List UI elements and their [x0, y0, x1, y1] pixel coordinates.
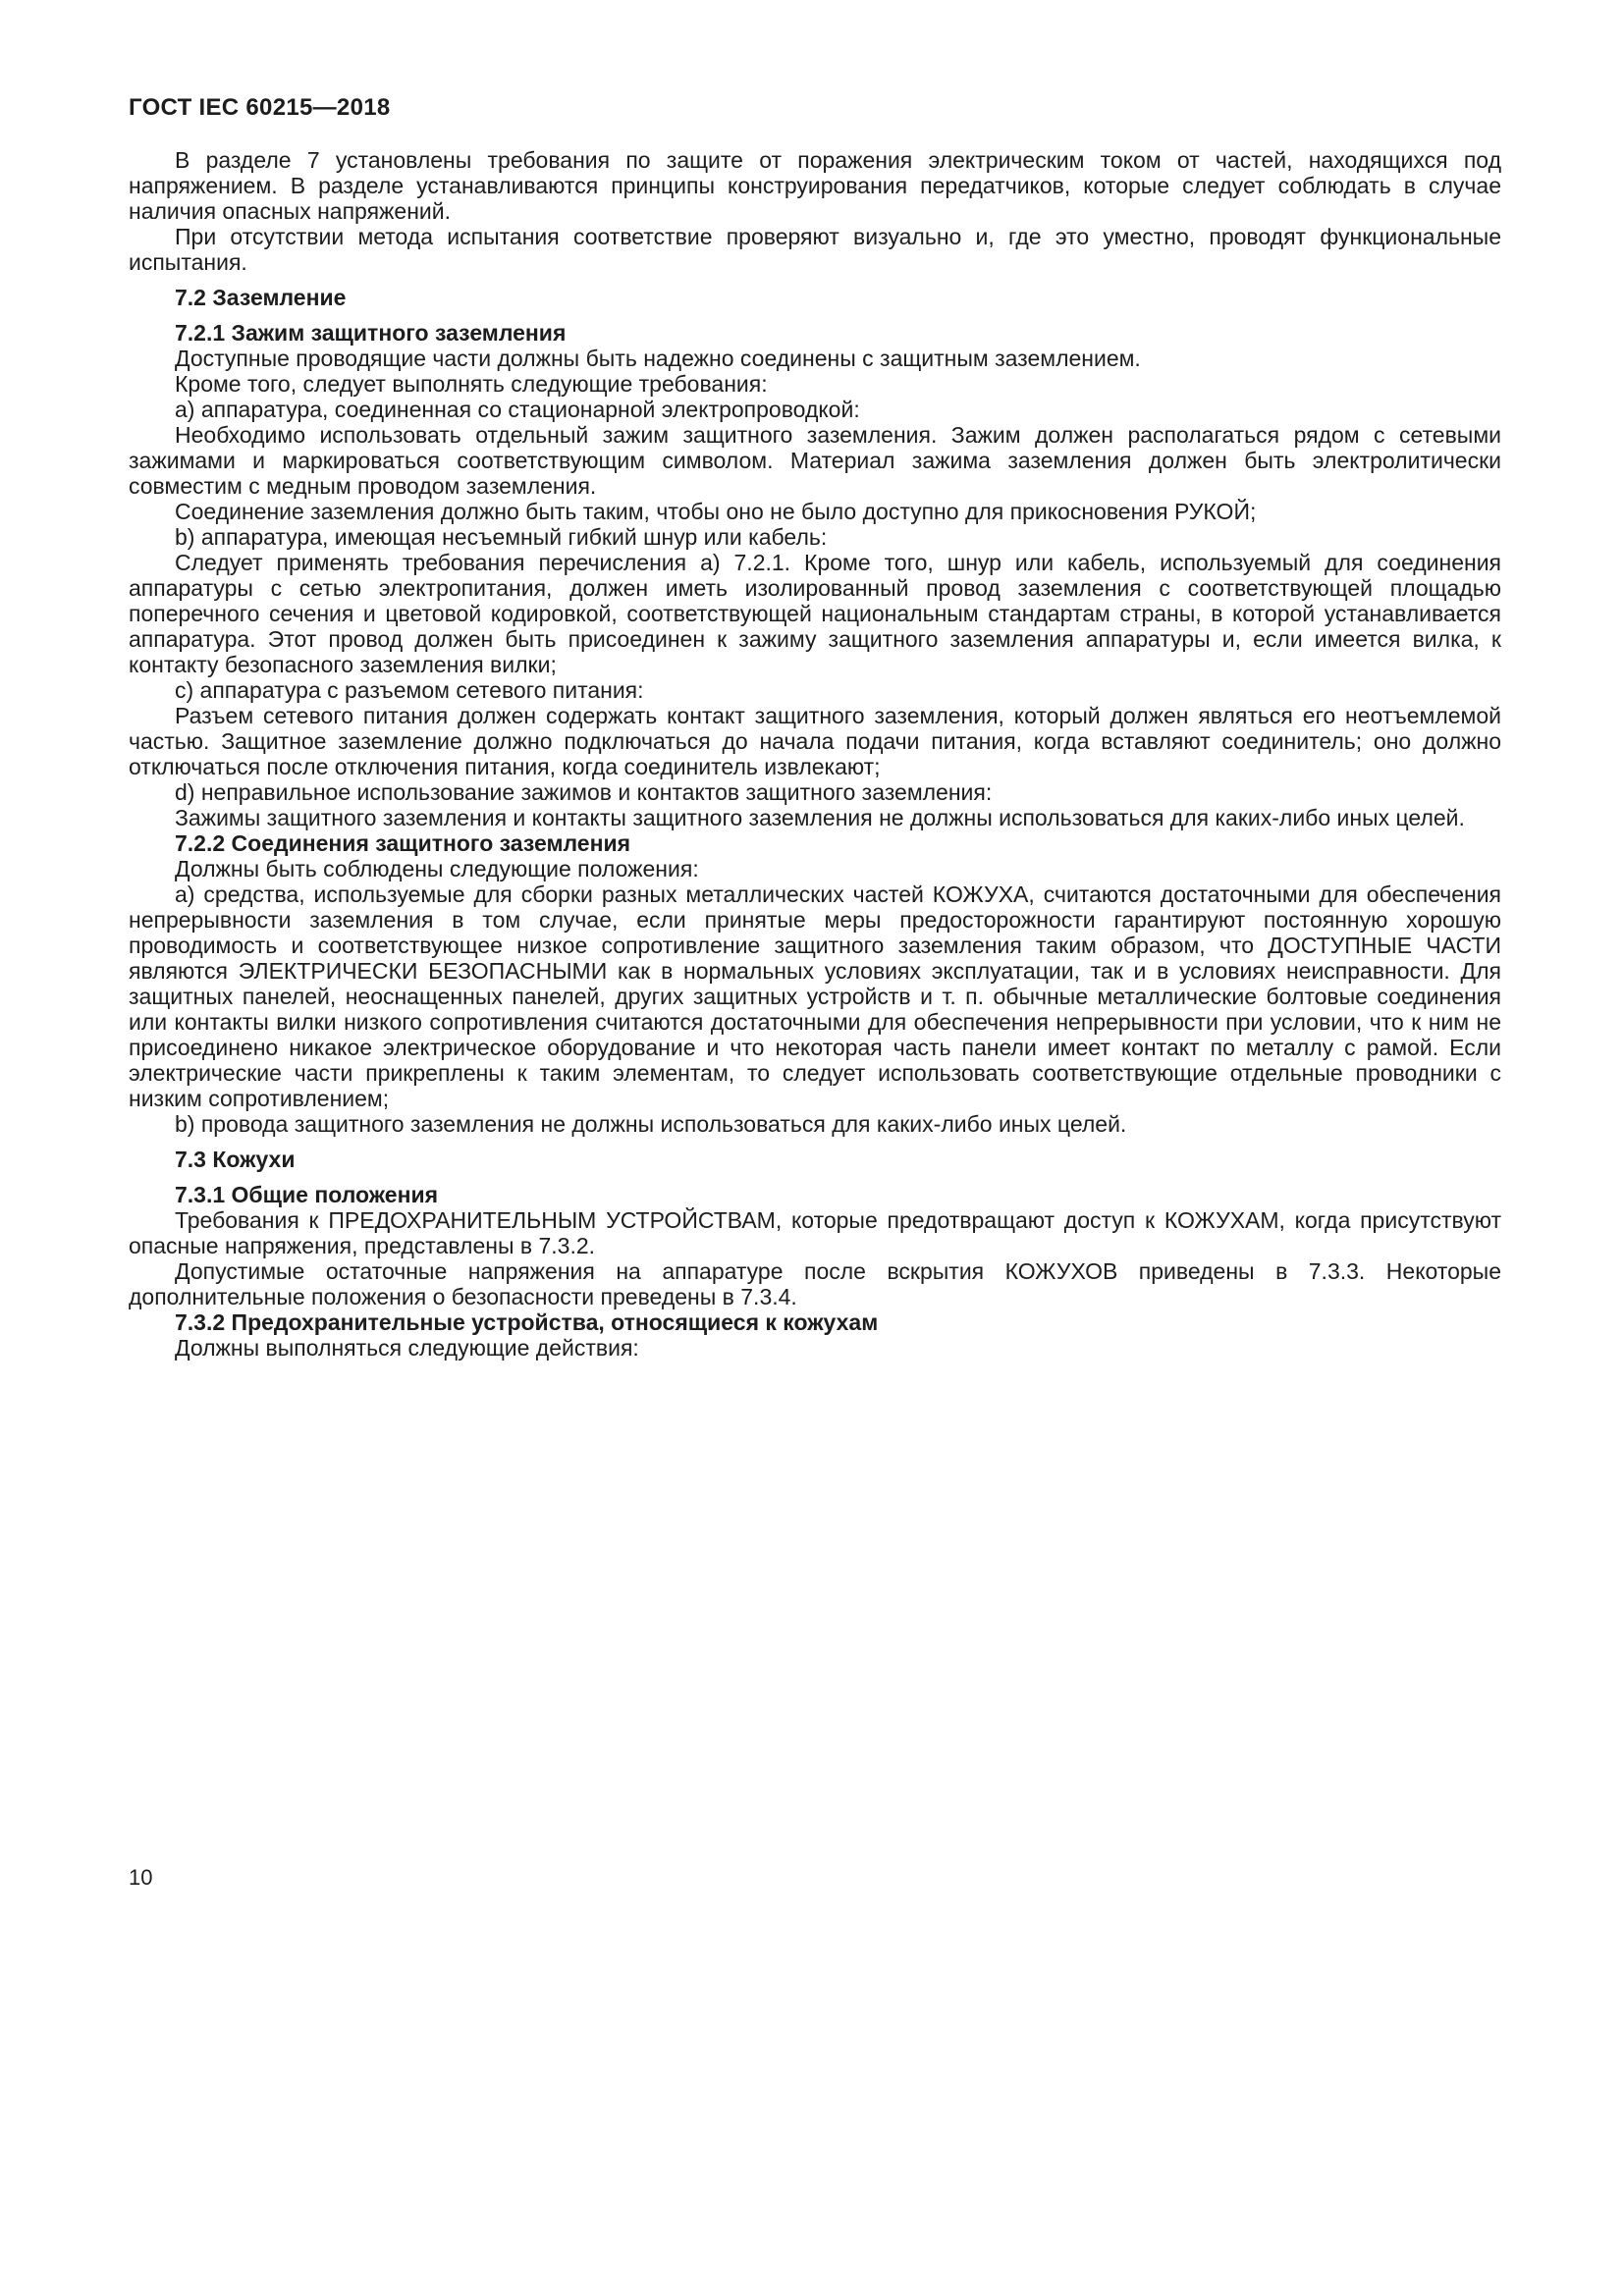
section-heading-7-2-2: 7.2.2 Соединения защитного заземления — [175, 830, 631, 856]
paragraph: Доступные проводящие части должны быть надежно соединены с защитным заземлением. — [175, 346, 1141, 371]
paragraph: При отсутствии метода испытания соответствие проверяют визуально и, где это уместно, проводят функциональные испытания. — [129, 224, 1501, 275]
list-item-a: a) аппаратура, соединенная со стационарной электропроводкой: — [175, 397, 860, 422]
paragraph: Должны выполняться следующие действия: — [175, 1335, 639, 1361]
list-item-b: b) аппаратура, имеющая несъемный гибкий шнур или кабель: — [175, 524, 828, 550]
document-body — [129, 147, 1501, 1361]
list-item-c: c) аппаратура с разъемом сетевого питания: — [175, 677, 644, 703]
paragraph: Разъем сетевого питания должен содержать контакт защитного заземления, который должен являться его неотъемлемой частью. Защитное заземление должно подключаться до начала подачи питания, когда вставляют соединитель; оно должно отключаться после отключения питания, когда соединитель извлекают; — [129, 703, 1501, 779]
paragraph: В разделе 7 установлены требования по защите от поражения электрическим током от частей, находящихся под напряжением. В разделе устанавливаются принципы конструирования передатчиков, которые следует соблюдать в случае наличия опасных напряжений. — [129, 147, 1501, 224]
paragraph: Должны быть соблюдены следующие положения: — [175, 856, 699, 881]
section-heading-7-3-1: 7.3.1 Общие положения — [175, 1182, 439, 1207]
paragraph: Следует применять требования перечисления a) 7.2.1. Кроме того, шнур или кабель, используемый для соединения аппаратуры с сетью электропитания, должен иметь изолированный провод заземления с соответствующей площадью поперечного сечения и цветовой кодировкой, соответствующей национальным стандартам страны, в которой устанавливается аппаратура. Этот провод должен быть присоединен к зажиму защитного заземления аппаратуры и, если имеется вилка, к контакту безопасного заземления вилки; — [129, 550, 1501, 677]
paragraph: Зажимы защитного заземления и контакты защитного заземления не должны использоваться для каких-либо иных целей. — [175, 805, 1465, 830]
paragraph: Соединение заземления должно быть таким, чтобы оно не было доступно для прикосновения РУКОЙ; — [175, 499, 1257, 524]
list-item-b: b) провода защитного заземления не должны использоваться для каких-либо иных целей. — [175, 1111, 1127, 1137]
paragraph: Необходимо использовать отдельный зажим защитного заземления. Зажим должен располагаться рядом с сетевыми зажимами и маркироваться соответствующим символом. Материал зажима заземления должен быть электролитически совместим с медным проводом заземления. — [129, 422, 1501, 499]
section-heading-7-2-1: 7.2.1 Зажим защитного заземления — [175, 320, 567, 346]
paragraph: Кроме того, следует выполнять следующие требования: — [175, 371, 768, 397]
list-item-d: d) неправильное использование зажимов и контактов защитного заземления: — [175, 779, 993, 805]
paragraph: Требования к ПРЕДОХРАНИТЕЛЬНЫМ УСТРОЙСТВАМ, которые предотвращают доступ к КОЖУХАМ, когда присутствуют опасные напряжения, представлены в 7.3.2. — [129, 1207, 1501, 1258]
section-heading-7-2: 7.2 Заземление — [175, 285, 347, 310]
list-item-a: a) средства, используемые для сборки разных металлических частей КОЖУХА, считаются достаточными для обеспечения непрерывности заземления в том случае, если принятые меры предосторожности гарантируют постоянную хорошую проводимость и соответствующее низкое сопротивление защитного заземления таким образом, что ДОСТУПНЫЕ ЧАСТИ являются ЭЛЕКТРИЧЕСКИ БЕЗОПАСНЫМИ как в нормальных условиях эксплуатации, так и в условиях неисправности. Для защитных панелей, неоснащенных панелей, других защитных устройств и т. п. обычные металлические болтовые соединения или контакты вилки низкого сопротивления считаются достаточными для обеспечения непрерывности при условии, что к ним не присоединено никакое электрическое оборудование и что некоторая часть панели имеет контакт по металлу с рамой. Если электрические части прикреплены к таким элементам, то следует использовать соответствующие отдельные проводники с низким сопротивлением; — [129, 881, 1501, 1111]
paragraph: Допустимые остаточные напряжения на аппаратуре после вскрытия КОЖУХОВ приведены в 7.3.3. Некоторые дополнительные положения о безопасности преведены в 7.3.4. — [129, 1258, 1501, 1309]
running-header: ГОСТ IEC 60215—2018 — [129, 94, 391, 121]
section-heading-7-3: 7.3 Кожухи — [175, 1147, 296, 1172]
page-number: 10 — [129, 1865, 153, 1890]
section-heading-7-3-2: 7.3.2 Предохранительные устройства, относящиеся к кожухам — [175, 1309, 879, 1335]
